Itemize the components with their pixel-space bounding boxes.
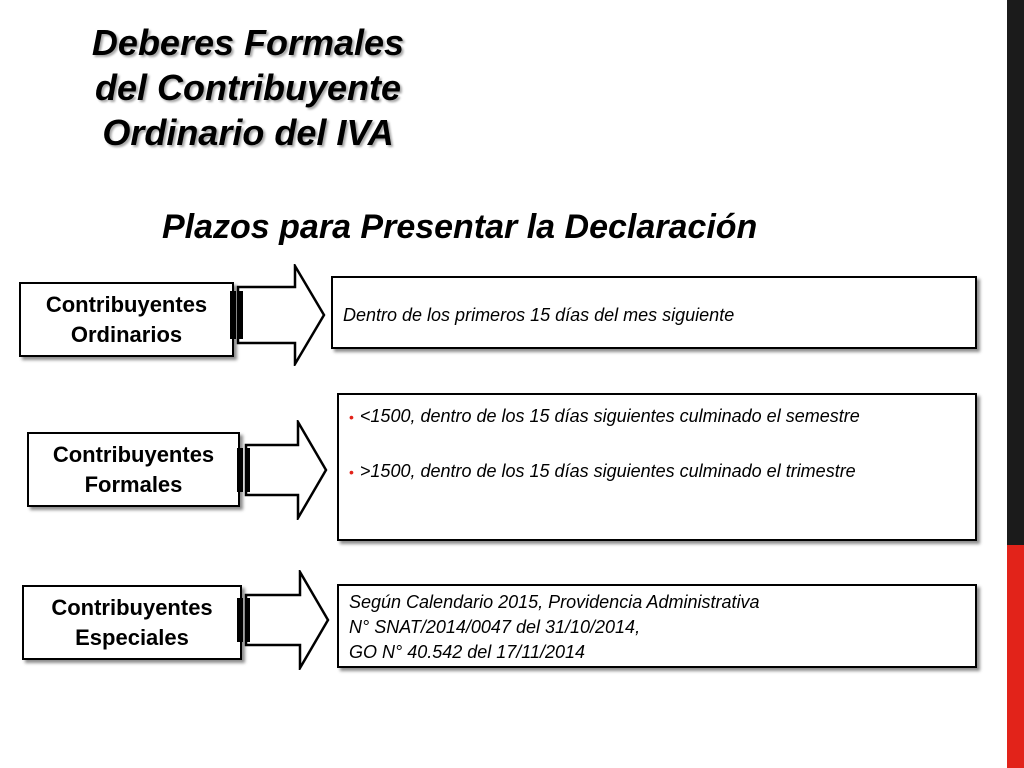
category-label-line-1: Contribuyentes xyxy=(45,291,208,317)
bullet-icon: • xyxy=(349,409,354,425)
category-box-formales xyxy=(27,432,240,507)
arrow-icon xyxy=(234,570,332,670)
bullet-item xyxy=(349,458,965,485)
category-label-line-2: Formales xyxy=(84,471,183,497)
slide-subtitle: Plazos para Presentar la Declaración xyxy=(162,208,758,246)
slide-title xyxy=(58,20,438,155)
description-line-2: N° SNAT/2014/0047 del 31/10/2014, xyxy=(349,617,641,637)
category-label-line-2: Especiales xyxy=(75,624,189,650)
bullet-text: <1500, dentro de los 15 días siguientes culminado el semestre xyxy=(359,406,860,426)
bullet-item xyxy=(349,403,965,430)
description-line-1: Según Calendario 2015, Providencia Administrativa xyxy=(349,592,760,612)
category-label-line-1: Contribuyentes xyxy=(52,441,215,467)
arrow-icon xyxy=(234,420,330,520)
title-line-2: del Contribuyente xyxy=(94,67,402,108)
bullet-text: >1500, dentro de los 15 días siguientes culminado el trimestre xyxy=(359,461,856,481)
side-stripe-accent xyxy=(1007,545,1024,768)
category-label-line-2: Ordinarios xyxy=(70,321,183,347)
description-text: Dentro de los primeros 15 días del mes siguiente xyxy=(343,305,735,325)
category-label-line-1: Contribuyentes xyxy=(51,594,213,620)
description-line-3: GO N° 40.542 del 17/11/2014 xyxy=(349,642,586,662)
arrow-icon xyxy=(228,264,328,366)
bullet-icon: • xyxy=(349,464,354,480)
category-box-ordinarios xyxy=(19,282,234,357)
description-box-formales xyxy=(337,393,977,541)
category-box-especiales xyxy=(22,585,242,660)
description-box-especiales xyxy=(337,584,977,668)
title-line-1: Deberes Formales xyxy=(91,22,405,63)
description-box-ordinarios xyxy=(331,276,977,349)
title-line-3: Ordinario del IVA xyxy=(102,112,394,153)
